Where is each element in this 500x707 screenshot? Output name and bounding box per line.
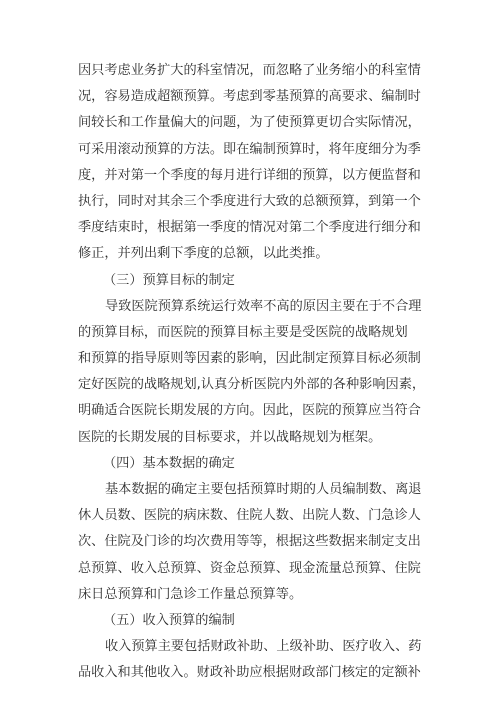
text-line: 次、住院及门诊的均次费用等等，根据这些数据来制定支出 (78, 534, 421, 550)
text-line: 总预算、收入总预算、资金总预算、现金流量总预算、住院 (78, 560, 421, 576)
text-line: 可采用滚动预算的方法。即在编制预算时，将年度细分为季 (78, 141, 421, 157)
section-heading: （三）预算目标的制定 (103, 272, 235, 288)
section-heading: （四）基本数据的确定 (103, 455, 235, 471)
text-line: 况，容易造成超额预算。考虑到零基预算的高要求、编制时 (78, 89, 421, 105)
text-line: 品收入和其他收入。财政补助应根据财政部门核定的定额补 (78, 665, 421, 681)
text-line: 间较长和工作量偏大的问题，为了使预算更切合实际情况， (78, 115, 421, 131)
paragraph-first-line: 基本数据的确定主要包括预算时期的人员编制数、离退 (105, 482, 422, 497)
text-line: 明确适合医院长期发展的方向。因此，医院的预算应当符合 (78, 403, 421, 419)
text-line: 医院的长期发展的目标要求，并以战略规划为框架。 (78, 429, 382, 445)
text-line: 度，并对第一个季度的每月进行详细的预算，以方便监督和 (78, 167, 421, 183)
text-line: 修正，并列出剩下季度的总额，以此类推。 (78, 246, 329, 262)
text-line: 执行，同时对其余三个季度进行大致的总额预算，到第一个 (78, 193, 421, 209)
text-line: 定好医院的战略规划,认真分析医院内外部的各种影响因素， (78, 377, 426, 393)
text-line: 因只考虑业务扩大的科室情况，而忽略了业务缩小的科室情 (78, 63, 421, 78)
text-line: 床日总预算和门急诊工作量总预算等。 (78, 586, 303, 602)
section-heading: （五）收入预算的编制 (103, 612, 235, 628)
body-text (78, 58, 434, 687)
paragraph-first-line: 收入预算主要包括财政补助、上级补助、医疗收入、药 (105, 639, 422, 655)
text-line: 的预算目标，而医院的预算目标主要是受医院的战略规划 (78, 324, 408, 340)
paragraph-first-line: 导致医院预算系统运行效率不高的原因主要在于不合理 (105, 298, 422, 314)
text-line: 季度结束时，根据第一季度的情况对第二个季度进行细分和 (78, 220, 421, 236)
text-line: 休人员数、医院的病床数、住院人数、出院人数、门急诊人 (78, 508, 421, 524)
text-line: 和预算的指导原则等因素的影响，因此制定预算目标必须制 (78, 351, 421, 367)
